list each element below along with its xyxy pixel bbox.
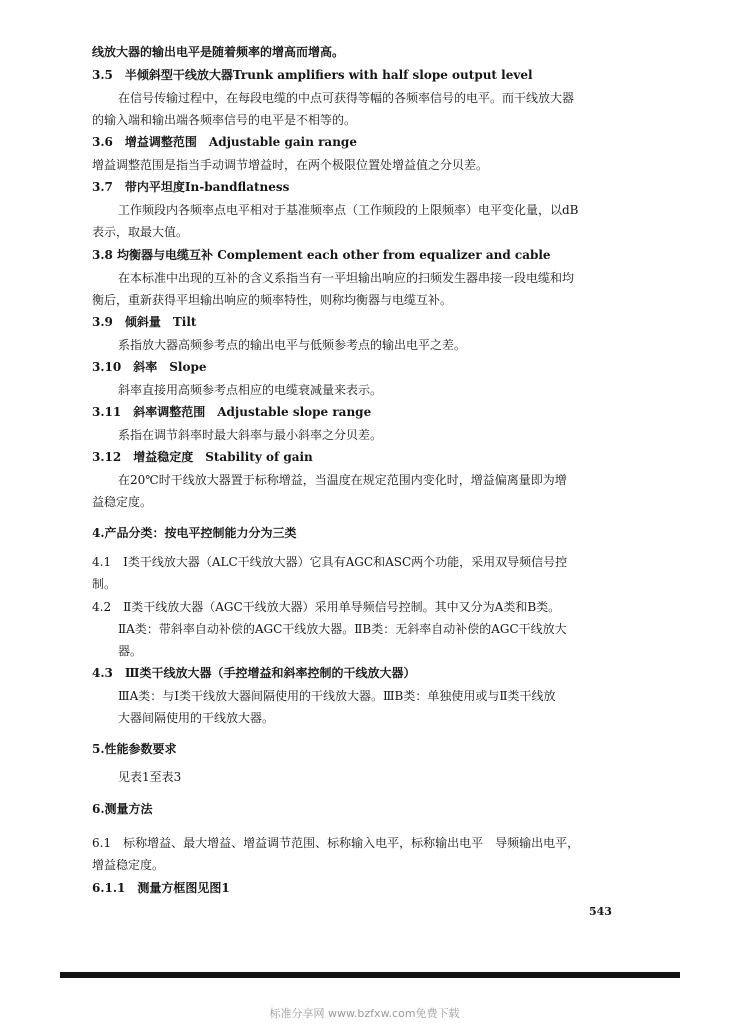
text-line: 表示，取最大值。	[92, 225, 189, 239]
text-line: 4.2 Ⅱ类干线放大器（AGC干线放大器）采用单导频信号控制。其中又分为A类和B类。	[92, 600, 561, 614]
text-line: ⅢA类：与Ⅰ类干线放大器间隔使用的干线放大器。ⅢB类：单独使用或与Ⅱ类干线放	[118, 689, 556, 703]
section-4-3-heading: 4.3 Ⅲ类干线放大器（手控增益和斜率控制的干线放大器）	[92, 666, 416, 680]
text-line: 大器间隔使用的干线放大器。	[118, 711, 275, 725]
text-line: 工作频段内各频率点电平相对于基准频率点（工作频段的上限频率）电平变化量，以dB	[118, 203, 579, 217]
text-line: 衡后，重新获得平坦输出响应的频率特性，则称均衡器与电缆互补。	[92, 293, 453, 307]
text-line: 见表1至表3	[118, 770, 182, 784]
section-3-11-heading: 3.11 斜率调整范围 Adjustable slope range	[92, 405, 372, 419]
page-number: 543	[589, 905, 612, 918]
text-line: 益稳定度。	[92, 495, 153, 509]
text-line: 增益调整范围是指当手动调节增益时，在两个极限位置处增益值之分贝差。	[92, 158, 489, 172]
text-line: 在信号传输过程中，在每段电缆的中点可获得等幅的各频率信号的电平。而干线放大器	[118, 91, 575, 105]
text-line: 在本标准中出现的互补的含义系指当有一平坦输出响应的扫频发生器串接一段电缆和均	[118, 271, 575, 285]
text-line: 增益稳定度。	[92, 858, 165, 872]
section-6-heading: 6.测量方法	[92, 802, 153, 816]
text-line: ⅡA类：带斜率自动补偿的AGC干线放大器。ⅡB类：无斜率自动补偿的AGC干线放大	[118, 622, 567, 636]
text-line: 6.1 标称增益、最大增益、增益调节范围、标称输入电平，标称输出电平 导频输出电平，	[92, 836, 580, 850]
text-line: 4.1 I类干线放大器（ALC干线放大器）它具有AGC和ASC两个功能，采用双导频信号控	[92, 555, 568, 569]
section-4-heading: 4.产品分类：按电平控制能力分为三类	[92, 526, 297, 540]
text-line: 线放大器的输出电平是随着频率的增高而增高。	[92, 45, 345, 59]
footer-watermark: 标准分享网 www.bzfxw.com免费下载	[269, 1007, 460, 1020]
text-line: 系指放大器高频参考点的输出电平与低频参考点的输出电平之差。	[118, 338, 467, 352]
text-line: 器。	[118, 644, 143, 658]
section-3-8-heading: 3.8 均衡器与电缆互补 Complement each other from equalizer and cable	[92, 248, 551, 262]
bottom-divider	[60, 972, 680, 978]
section-3-7-heading: 3.7 带内平坦度In-bandflatness	[92, 180, 290, 194]
text-line: 斜率直接用高频参考点相应的电缆衰减量来表示。	[118, 383, 383, 397]
text-line: 系指在调节斜率时最大斜率与最小斜率之分贝差。	[118, 428, 383, 442]
section-5-heading: 5.性能参数要求	[92, 742, 177, 756]
section-6-1-1-heading: 6.1.1 测量方框图见图1	[92, 881, 230, 895]
section-3-6-heading: 3.6 增益调整范围 Adjustable gain range	[92, 135, 357, 149]
section-3-5-heading: 3.5 半倾斜型干线放大器Trunk amplifiers with half slope output level	[92, 68, 533, 82]
text-line: 的输入端和输出端各频率信号的电平是不相等的。	[92, 113, 357, 127]
text-line: 制。	[92, 577, 117, 591]
text-line: 在20℃时干线放大器置于标称增益，当温度在规定范围内变化时，增益偏离量即为增	[118, 473, 567, 487]
section-3-9-heading: 3.9 倾斜量 Tilt	[92, 315, 197, 329]
section-3-12-heading: 3.12 增益稳定度 Stability of gain	[92, 450, 313, 464]
section-3-10-heading: 3.10 斜率 Slope	[92, 360, 207, 374]
